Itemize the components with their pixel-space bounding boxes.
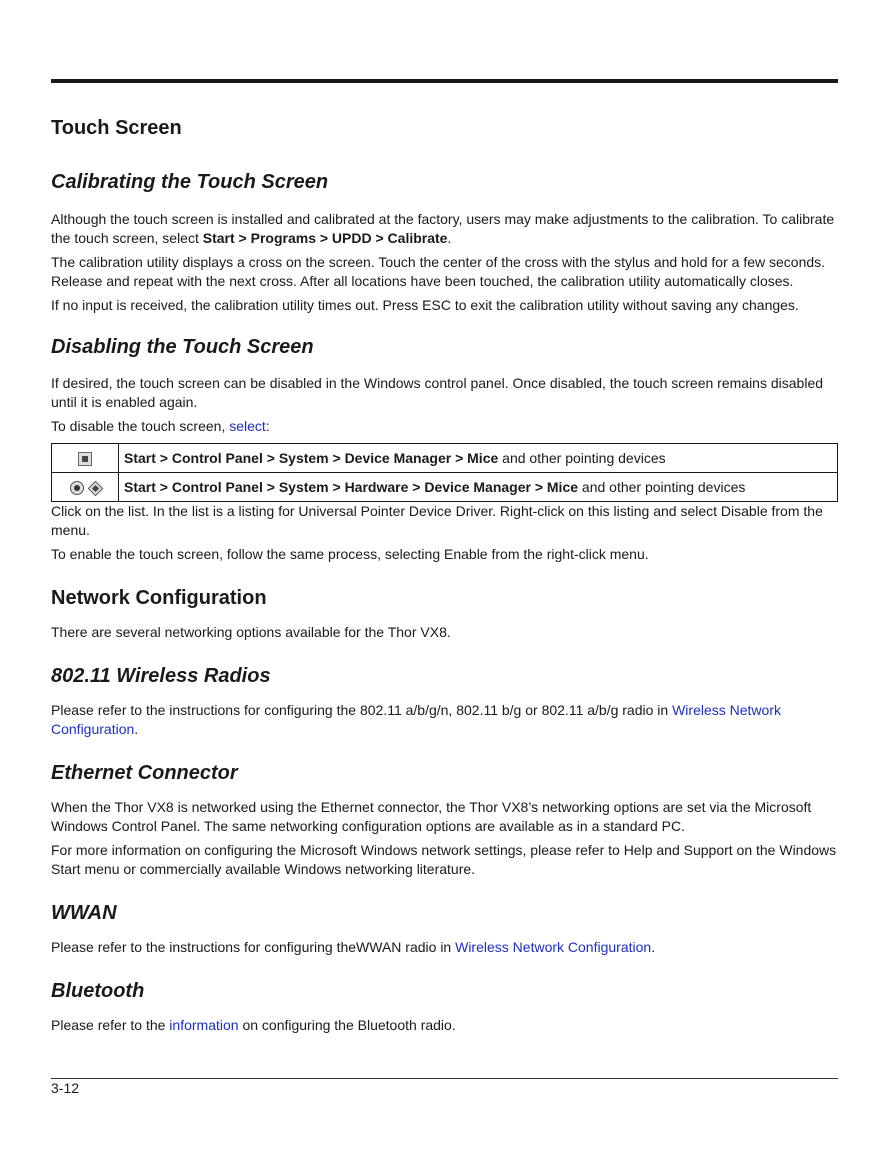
document-body: [51, 117, 838, 1035]
disabling-paragraph-2: [51, 417, 838, 436]
text-run: and other pointing devices: [498, 450, 666, 466]
page-number: 3-12: [51, 1080, 80, 1096]
heading-calibrating: Calibrating the Touch Screen: [51, 171, 329, 193]
menu-path: Start > Control Panel > System > Hardware > Device Manager > Mice: [124, 479, 579, 495]
bluetooth-paragraph-1: [51, 1016, 838, 1035]
table-row: [52, 473, 838, 502]
section-title-touch-screen: Touch Screen: [51, 117, 182, 139]
footer-rule: [51, 1078, 838, 1079]
icon-cell: [52, 473, 119, 502]
text-run: Please refer to the instructions for configuring the 802.11 a/b/g/n, 802.11 b/g or 802.11 a/b/g radio in: [51, 702, 673, 718]
wireless-network-configuration-link[interactable]: Wireless Network Configuration: [51, 702, 781, 737]
text-run: .: [447, 230, 452, 246]
table-row: [52, 444, 838, 473]
text-run: .: [651, 939, 656, 955]
text-run: :: [265, 418, 270, 434]
heading-ethernet: Ethernet Connector: [51, 762, 238, 784]
disabling-paragraph-4: To enable the touch screen, follow the same process, selecting Enable from the right-click menu.: [51, 546, 649, 562]
information-link[interactable]: information: [169, 1017, 239, 1033]
text-cell: [119, 444, 838, 473]
heading-wireless: 802.11 Wireless Radios: [51, 665, 271, 687]
heading-wwan: WWAN: [51, 902, 117, 924]
wwan-paragraph-1: [51, 938, 838, 957]
select-link[interactable]: select: [229, 418, 266, 434]
calibrating-paragraph-2: The calibration utility displays a cross on the screen. Touch the center of the cross with the stylus and hold for a few seconds. Release and repeat with the next cross. After all locations have been touched, the calibration utility automatically closes.: [51, 254, 826, 289]
menu-path: Start > Control Panel > System > Device Manager > Mice: [124, 450, 499, 466]
ethernet-paragraph-1: When the Thor VX8 is networked using the Ethernet connector, the Thor VX8’s networking options are set via the Microsoft Windows Control Panel. The same networking configuration options are available as in a standard PC.: [51, 799, 812, 834]
wireless-paragraph-1: [51, 701, 838, 739]
text-run: To disable the touch screen,: [51, 418, 230, 434]
disabling-paragraph-1: If desired, the touch screen can be disabled in the Windows control panel. Once disabled, the touch screen remains disabled until it is enabled again.: [51, 375, 824, 410]
disable-steps-table: [51, 443, 838, 502]
ethernet-paragraph-2: For more information on configuring the Microsoft Windows network settings, please refer to Help and Support on the Windows Start menu or commercially available Windows networking literature.: [51, 842, 837, 877]
icon-cell: [52, 444, 119, 473]
windows-classic-icon: [78, 452, 92, 466]
wireless-network-configuration-link[interactable]: Wireless Network Configuration: [455, 939, 652, 955]
text-run: .: [134, 721, 139, 737]
text-run: on configuring the Bluetooth radio.: [238, 1017, 456, 1033]
heading-disabling: Disabling the Touch Screen: [51, 336, 314, 358]
windows-circle-icon: [70, 481, 84, 495]
disabling-paragraph-3: Click on the list. In the list is a listing for Universal Pointer Device Driver. Right-click on this listing and select Disable from the menu.: [51, 503, 823, 538]
calibrate-path: Start > Programs > UPDD > Calibrate: [202, 230, 448, 246]
text-run: Please refer to the: [51, 1017, 170, 1033]
text-run: and other pointing devices: [578, 479, 746, 495]
section-title-network: Network Configuration: [51, 587, 267, 609]
text-cell: [119, 473, 838, 502]
calibrating-paragraph-3: If no input is received, the calibration utility times out. Press ESC to exit the calibration utility without saving any changes.: [51, 297, 799, 313]
windows-diamond-icon: [87, 480, 103, 496]
heading-bluetooth: Bluetooth: [51, 980, 145, 1002]
header-rule: [51, 79, 838, 83]
text-run: Please refer to the instructions for configuring theWWAN radio in: [51, 939, 456, 955]
network-paragraph-1: There are several networking options available for the Thor VX8.: [51, 624, 451, 640]
calibrating-paragraph-1: [51, 210, 838, 248]
text-run: Although the touch screen is installed and calibrated at the factory, users may make adjustments to the calibration. To calibrate the touch screen, select: [51, 211, 835, 246]
